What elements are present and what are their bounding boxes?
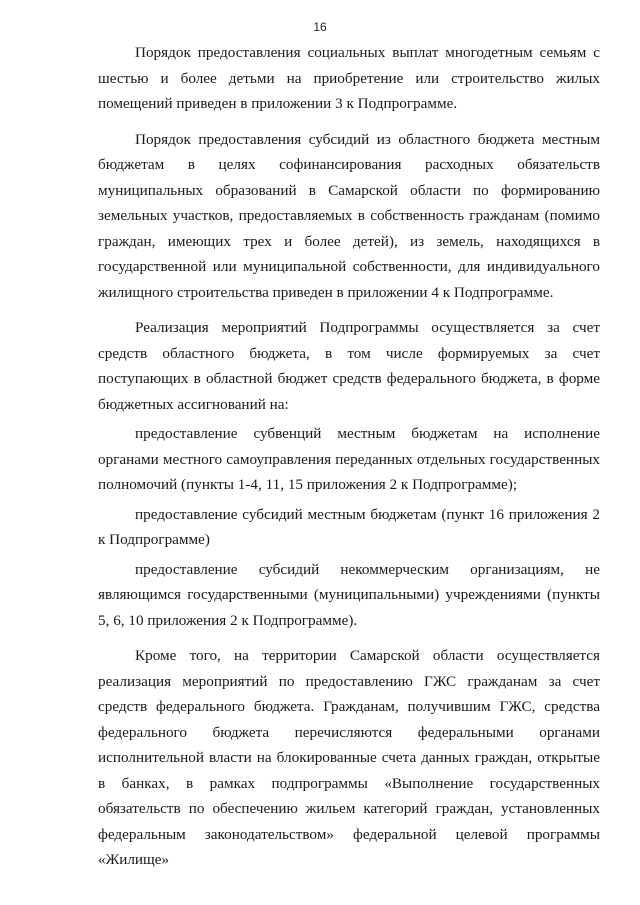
list-item-nonprofit-subsidies: предоставление субсидий некоммерческим организациям, не являющимся государственными (муниципальными) учреждениями (пункты 5, 6, 10 приложения 2 к Подпрограмме). [98, 560, 600, 629]
paragraph-funding-sources: Реализация мероприятий Подпрограммы осуществляется за счет средств областного бюджета, в том числе формируемых за счет поступающих в областной бюджет средств федерального бюджета, в форме бюджетных ассигнований на: [98, 319, 600, 413]
paragraph-federal-certificates: Кроме того, на территории Самарской области осуществляется реализация мероприятий по предоставлению ГЖС гражданам за счет средств федерального бюджета. Гражданам, получившим ГЖС, средства федерального бюджета перечисляются федеральными органами исполнительной власти на блокированные счета данных граждан, открытые в банках, в рамках подпрограммы «Выполнение государственных обязательств по обеспечению жильем категорий граждан, установленных федеральным законодательством» федеральной целевой программы «Жилище» [98, 647, 600, 868]
page-number: 16 [313, 20, 327, 34]
document-body [98, 40, 600, 883]
paragraph-land-subsidies: Порядок предоставления субсидий из областного бюджета местным бюджетам в целях софинансирования расходных обязательств муниципальных образований в Самарской области по формированию земельных участков, предоставляемых в собственность гражданам (помимо граждан, имеющих трех и более детей), из земель, находящихся в государственной или муниципальной собственности, для индивидуального жилищного строительства приведен в приложении 4 к Подпрограмме. [98, 130, 600, 301]
list-item-local-subsidies: предоставление субсидий местным бюджетам (пункт 16 приложения 2 к Подпрограмме) [98, 505, 600, 548]
paragraph-large-family-payments: Порядок предоставления социальных выплат многодетным семьям с шестью и более детьми на приобретение или строительство жилых помещений приведен в приложении 3 к Подпрограмме. [98, 44, 600, 112]
list-item-subventions: предоставление субвенций местным бюджетам на исполнение органами местного самоуправления переданных отдельных государственных полномочий (пункты 1-4, 11, 15 приложения 2 к Подпрограмме); [98, 425, 600, 493]
